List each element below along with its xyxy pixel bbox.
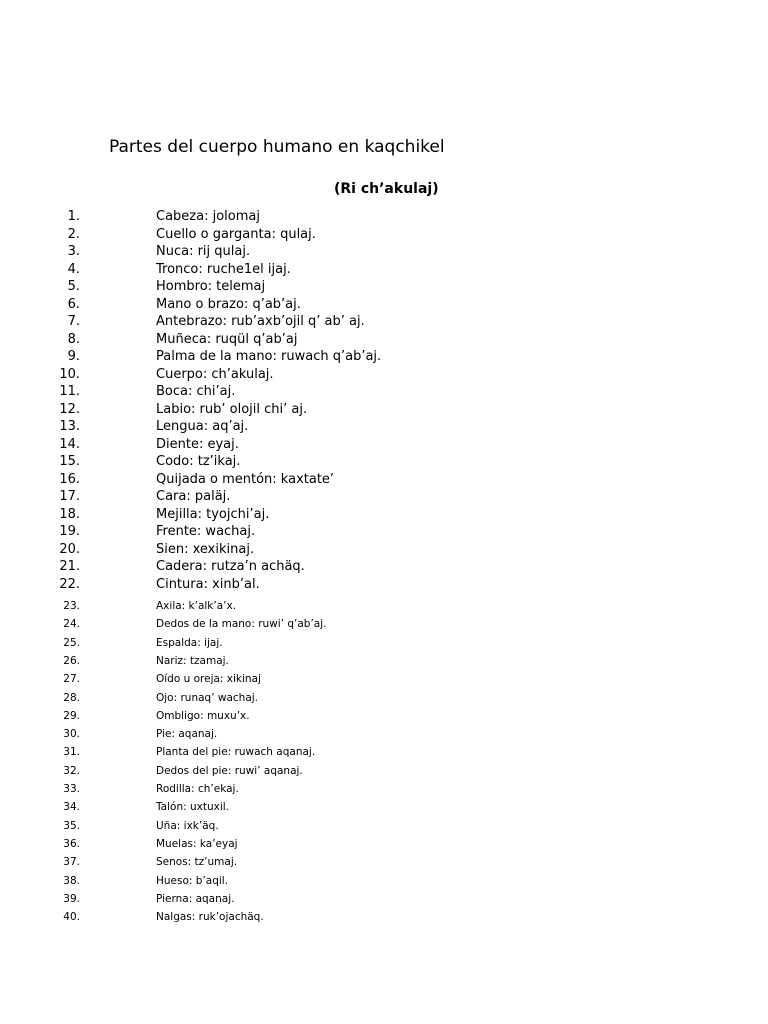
list-item-number: 2. (67, 226, 80, 242)
list-item-number: 8. (67, 331, 80, 347)
list-item-number: 40. (63, 911, 80, 924)
list-item-number: 29. (63, 709, 80, 722)
list-item-number: 16. (59, 471, 80, 487)
list-item-number: 38. (63, 874, 80, 887)
list-item-number: 18. (59, 506, 80, 522)
list-item-text: Frente: wachaj. (156, 524, 256, 539)
list-item-text: Nariz: tzamaj. (156, 654, 229, 667)
list-item-text: Diente: eyaj. (156, 436, 239, 452)
list-item-text: Hombro: telemaj (156, 279, 266, 294)
list-item-number: 17. (59, 489, 80, 504)
list-item-text: Uña: ixk’äq. (156, 819, 219, 832)
list-item-text: Palma de la mano: ruwach q’ab’aj. (156, 349, 382, 364)
list-item-number: 3. (67, 244, 80, 259)
list-item-text: Talón: uxtuxil. (156, 801, 230, 814)
list-item-text: Codo: tz’ikaj. (156, 454, 241, 469)
list-item-number: 34. (63, 801, 80, 814)
list-item-number: 25. (63, 636, 80, 649)
list-item-text: Cuello o garganta: qulaj. (156, 226, 316, 242)
list-item-number: 7. (67, 314, 80, 329)
list-item-number: 22. (59, 576, 80, 592)
list-item-number: 6. (67, 296, 80, 312)
list-item-number: 13. (59, 419, 80, 434)
list-item-text: Nalgas: ruk’ojachäq. (156, 911, 264, 924)
list-item-text: Sien: xexikinaj. (156, 541, 255, 557)
list-item-text: Boca: chi’aj. (156, 384, 236, 399)
list-item-text: Cara: paläj. (156, 489, 231, 504)
page-title: Partes del cuerpo humano en kaqchikel (109, 137, 445, 157)
list-item-text: Dedos del pie: ruwi’ aqanaj. (156, 764, 303, 777)
list-item-number: 24. (63, 618, 80, 631)
list-item-text: Mano o brazo: q’ab’aj. (156, 296, 301, 312)
list-item-number: 30. (63, 728, 80, 741)
list-item-number: 32. (63, 764, 80, 777)
list-item-number: 5. (67, 279, 80, 294)
list-item-text: Pierna: aqanaj. (156, 892, 235, 905)
list-item-text: Pie: aqanaj. (156, 728, 218, 741)
list-item-number: 11. (59, 384, 80, 399)
list-item-text: Espalda: ijaj. (156, 636, 223, 649)
list-item-text: Axila: k’alk’a’x. (156, 600, 237, 612)
list-item-text: Ojo: runaq’ wachaj. (156, 691, 259, 704)
list-item-text: Hueso: b’aqil. (156, 874, 229, 887)
list-item-text: Tronco: ruche1el ijaj. (156, 261, 291, 277)
list-item-text: Dedos de la mano: ruwi’ q’ab’aj. (156, 618, 327, 631)
list-item-number: 31. (63, 746, 80, 759)
list-item-text: Cabeza: jolomaj (156, 209, 260, 224)
list-item-text: Cadera: rutza’n achäq. (156, 559, 305, 574)
list-item-number: 4. (67, 261, 80, 277)
list-item-text: Antebrazo: rub’axb’ojil q’ ab’ aj. (156, 314, 365, 329)
list-item-text: Lengua: aq’aj. (156, 419, 249, 434)
list-item-number: 23. (63, 600, 80, 612)
list-item-text: Senos: tz’umaj. (156, 856, 238, 869)
list-item-text: Oído u oreja: xikinaj (156, 673, 261, 686)
list-item-number: 10. (59, 366, 80, 382)
list-item-number: 27. (63, 673, 80, 686)
list-item-number: 35. (63, 819, 80, 832)
list-item-number: 39. (63, 892, 80, 905)
list-item-text: Muelas: ka’eyaj (156, 837, 238, 850)
list-item-number: 9. (67, 349, 80, 364)
list-item-number: 20. (59, 541, 80, 557)
list-item-text: Muñeca: ruqül q’ab’aj (156, 331, 298, 347)
page-subtitle: (Ri ch’akulaj) (334, 181, 439, 197)
list-item-text: Cintura: xinb’al. (156, 576, 260, 592)
list-item-number: 37. (63, 856, 80, 869)
list-item-number: 15. (59, 454, 80, 469)
list-item-text: Rodilla: ch’ekaj. (156, 783, 239, 795)
list-item-text: Ombligo: muxu’x. (156, 709, 250, 722)
list-item-number: 36. (63, 837, 80, 850)
list-item-number: 21. (59, 559, 80, 574)
list-item-number: 19. (59, 524, 80, 539)
list-item-number: 33. (63, 783, 80, 795)
list-item-text: Mejilla: tyojchi’aj. (156, 506, 270, 522)
list-item-number: 1. (67, 209, 80, 224)
list-item-number: 26. (63, 654, 80, 667)
list-item-number: 28. (63, 691, 80, 704)
list-item-text: Nuca: rij qulaj. (156, 244, 251, 259)
list-item-number: 14. (59, 436, 80, 452)
list-item-text: Quijada o mentón: kaxtate’ (156, 471, 335, 487)
list-item-number: 12. (59, 401, 80, 417)
list-item-text: Planta del pie: ruwach aqanaj. (156, 746, 316, 759)
list-item-text: Cuerpo: ch’akulaj. (156, 366, 274, 382)
list-item-text: Labio: rub’ olojil chi’ aj. (156, 401, 308, 417)
